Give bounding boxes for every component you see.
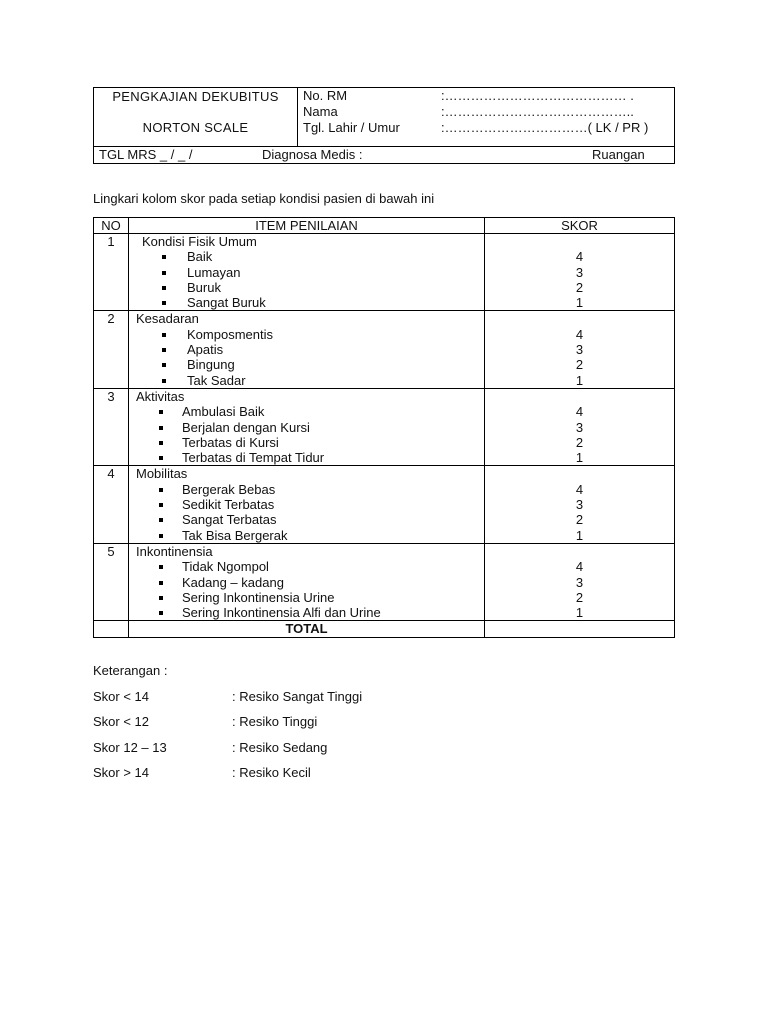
row-number <box>94 388 129 465</box>
score-value[interactable]: 1 <box>575 450 584 466</box>
score-spacer <box>485 311 674 326</box>
item-cell <box>129 234 485 311</box>
bullet-item: Terbatas di Kursi <box>129 435 484 450</box>
form-title: PENGKAJIAN DEKUBITUS <box>112 89 279 104</box>
score-value[interactable]: 2 <box>575 279 584 295</box>
keterangan-skor: Skor < 12 <box>93 714 150 729</box>
norton-scale-table <box>93 217 675 638</box>
keterangan-row <box>93 765 311 780</box>
item-cell <box>129 388 485 465</box>
score-value[interactable]: 4 <box>575 481 584 497</box>
score-spacer <box>485 466 674 481</box>
ruangan-label[interactable]: Ruangan <box>592 147 645 162</box>
row-number-text: 5 <box>107 543 115 559</box>
bullet-item: Bergerak Bebas <box>129 482 484 497</box>
total-score-cell[interactable] <box>485 621 675 638</box>
total-label: TOTAL <box>129 621 485 638</box>
field-label: Tgl. Lahir / Umur <box>303 120 400 135</box>
total-no-cell <box>94 621 129 638</box>
col-header-no: NO <box>94 218 129 234</box>
score-value[interactable]: 2 <box>575 589 584 605</box>
bullet-item: Apatis <box>129 342 484 357</box>
form-title-cell <box>94 88 298 147</box>
row-number <box>94 311 129 388</box>
item-cell <box>129 311 485 388</box>
keterangan-row <box>93 714 317 729</box>
row-number-text: 1 <box>107 234 115 249</box>
score-cell <box>485 466 675 543</box>
field-value[interactable]: :…………………………………… . <box>441 88 634 103</box>
score-cell <box>485 543 675 620</box>
score-cell <box>485 311 675 388</box>
field-nama <box>303 104 634 119</box>
header-table <box>93 87 675 164</box>
score-value[interactable]: 1 <box>575 372 584 388</box>
score-value[interactable]: 3 <box>575 497 584 513</box>
bullet-item: Tak Sadar <box>129 373 484 388</box>
patient-info-cell <box>298 88 675 147</box>
bullet-item: Bingung <box>129 357 484 372</box>
score-value[interactable]: 2 <box>575 357 584 373</box>
score-value[interactable]: 1 <box>575 295 584 311</box>
row-number-text: 4 <box>107 466 115 482</box>
row-number <box>94 234 129 311</box>
row-number-text: 3 <box>107 388 115 404</box>
form-subtitle: NORTON SCALE <box>142 120 249 135</box>
bullet-item: Kadang – kadang <box>129 575 484 590</box>
section-title: Kondisi Fisik Umum <box>142 234 257 249</box>
instruction-text: Lingkari kolom skor pada setiap kondisi pasien di bawah ini <box>93 191 435 206</box>
score-spacer <box>485 544 674 559</box>
section-title: Mobilitas <box>136 466 188 482</box>
section-title: Inkontinensia <box>136 543 213 559</box>
bullet-item: Buruk <box>129 280 484 295</box>
col-header-skor: SKOR <box>485 218 675 234</box>
item-cell <box>129 543 485 620</box>
score-value[interactable]: 4 <box>575 249 584 265</box>
score-value[interactable]: 3 <box>575 419 584 435</box>
score-value[interactable]: 3 <box>575 264 584 280</box>
keterangan-title: Keterangan : <box>93 663 168 678</box>
bullet-item: Ambulasi Baik <box>129 404 484 419</box>
bullet-item: Baik <box>129 249 484 264</box>
keterangan-row <box>93 689 362 704</box>
bullet-item: Sedikit Terbatas <box>129 497 484 512</box>
field-label: No. RM <box>303 88 348 103</box>
field-tgl-lahir <box>303 120 648 135</box>
bullet-item: Tidak Ngompol <box>129 559 484 574</box>
keterangan-skor: Skor < 14 <box>93 689 150 704</box>
keterangan-skor: Skor > 14 <box>93 765 150 780</box>
keterangan-row <box>93 740 327 755</box>
table-row <box>94 543 675 620</box>
field-label: Nama <box>303 104 338 119</box>
keterangan-desc: : Resiko Tinggi <box>232 714 318 729</box>
table-row <box>94 466 675 543</box>
score-cell <box>485 388 675 465</box>
table-row <box>94 311 675 388</box>
score-value[interactable]: 4 <box>575 404 584 420</box>
row-number <box>94 466 129 543</box>
bullet-item: Terbatas di Tempat Tidur <box>129 450 484 465</box>
bullet-item: Sangat Terbatas <box>129 512 484 527</box>
bullet-item: Sering Inkontinensia Urine <box>129 590 484 605</box>
table-header-row <box>94 218 675 234</box>
section-title: Aktivitas <box>136 388 185 404</box>
keterangan-skor: Skor 12 – 13 <box>93 740 167 755</box>
diagnosa-label[interactable]: Diagnosa Medis : <box>262 147 363 162</box>
bullet-item: Komposmentis <box>129 327 484 342</box>
row-number <box>94 543 129 620</box>
section-title: Kesadaran <box>136 311 199 327</box>
admission-row <box>94 147 675 164</box>
score-spacer <box>485 234 674 249</box>
tgl-mrs-label[interactable]: TGL MRS _ / _ / <box>99 147 193 162</box>
total-row <box>94 621 675 638</box>
keterangan-desc: : Resiko Kecil <box>232 765 311 780</box>
table-row <box>94 388 675 465</box>
score-value[interactable]: 2 <box>575 512 584 528</box>
score-value[interactable]: 3 <box>575 342 584 358</box>
score-cell <box>485 234 675 311</box>
score-value[interactable]: 4 <box>575 559 584 575</box>
row-number-text: 2 <box>107 311 115 327</box>
keterangan-desc: : Resiko Sangat Tinggi <box>232 689 363 704</box>
score-value[interactable]: 3 <box>575 574 584 590</box>
field-no-rm <box>303 88 634 103</box>
bullet-item: Tak Bisa Bergerak <box>129 528 484 543</box>
bullet-item: Sangat Buruk <box>129 295 484 310</box>
keterangan-desc: : Resiko Sedang <box>232 740 328 755</box>
score-value[interactable]: 1 <box>575 527 584 543</box>
score-value[interactable]: 2 <box>575 434 584 450</box>
bullet-item: Sering Inkontinensia Alfi dan Urine <box>129 605 484 620</box>
score-spacer <box>485 389 674 404</box>
item-cell <box>129 466 485 543</box>
field-value[interactable]: :…………………………………….. <box>441 104 634 119</box>
table-row <box>94 234 675 311</box>
score-value[interactable]: 1 <box>575 605 584 621</box>
field-value[interactable]: :……………………………( LK / PR ) <box>441 120 649 135</box>
bullet-item: Berjalan dengan Kursi <box>129 420 484 435</box>
col-header-item: ITEM PENILAIAN <box>129 218 485 234</box>
score-value[interactable]: 4 <box>575 326 584 342</box>
bullet-item: Lumayan <box>129 265 484 280</box>
